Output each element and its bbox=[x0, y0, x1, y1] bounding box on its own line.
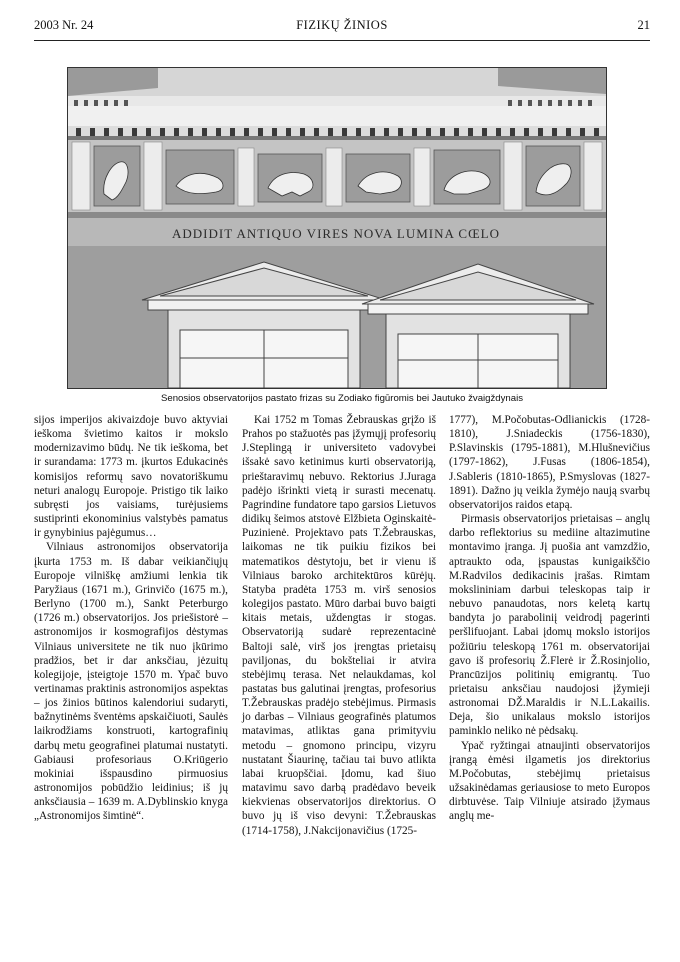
column-2-paragraph-1: Kai 1752 m Tomas Žebrauskas grįžo iš Prahos po stažuotės pas įžymųjį profesorių J.Steplingą ir universiteto vadovybei išsakė savo ketinimus kurti observatoriją, prieštaravimų nebuvo. Rektorius J.Juraga padėjo išrinkti vietą ir surasti mecenatų. Pagrindine fundatore tapo garsios Lietuvos didikų šeimos atstovė Elžbieta Oginskaitė-Puzinienė. Projektavo pats T.Žebrauskas, laikomas ne tik puikiu fizikos bei matematikos dėstytoju, bet ir vienu iš Vilniaus baroko architektūros kūrėjų. Statyba pradėta 1753 m. virš senosios kolegijos pastato. Mūro darbai buvo baigti kitais metais, uždengtas ir stogas. Observatoriją sudarė reprezentacinė Baltoji salė, virš jos įrengtas prietaisų paviljonas, du bokšteliai ir atvira stebėjimų terasa. Net nelaukdamas, kol pastatas bus galutinai įrengtas, profesorius T.Žebrauskas pradėjo stebėjimus. Pirmasis jo darbas – Vilniaus geografinės platumos matavimas, atliktas gana primityviu metodu – gnomono principu, vizyru nustatant Šiaurinę, tačiau tai buvo atlikta labai kruopščiai. Įdomu, kad šiuo matavimu savo darbą pradėdavo beveik kiekvienas observatorijos direktorius. O buvo jų iš viso devyni: T.Žebrauskas (1714-1758), J.Nakcijonavičius (1725- bbox=[242, 414, 436, 837]
journal-title: FIZIKŲ ŽINIOS bbox=[296, 18, 388, 32]
text-column-2 bbox=[242, 413, 436, 838]
column-3-paragraph-1: 1777), M.Počobutas-Odlianickis (1728-1810), J.Sniadeckis (1756-1830), P.Slavinskis (1795-1881), M.Hlušnevičius (1797-1862), J.Fusas (1806-1854), J.Sableris (1810-1865), P.Smyslovas (1827-1891). Dažno jų veikla žymėjo naują svarbų observatorijos raidos etapą. bbox=[449, 414, 650, 511]
column-3-paragraph-3: Ypač ryžtingai atnaujinti observatorijos įrangą ėmėsi ilgametis jos direktorius M.Počobutas, stebėjimų prietaisus užsakinėdamas geriausiose to meto Europos dirbtuvėse. Taip Vilniuje atsirado įžymaus anglų me- bbox=[449, 739, 650, 823]
header-rule bbox=[34, 40, 650, 41]
text-column-1 bbox=[34, 413, 228, 824]
column-3-paragraph-2: Pirmasis observatorijos prietaisas – anglų darbo reflektorius su mediine altazimutine montavimo įranga. Jį puošia ant vamzdžio, aptraukto oda, įspaustas kunigaikščio M.Radvilos dedikacinis įrašas. Rimtam mokslininiam darbui teleskopas taip ir nebuvo panaudotas, nors keletą kartų bandyta jo paraboliniį veidrodį pagerinti peršlifuojant. Labai įdomų mokslo istorijos požiūriu teleskopą 1761 m. observatorijai gavo iš profesorių Ž.Flerė ir Ž.Rosinjolio, Prancūzijos politinių emigrantų. Tuo prietaisu anksčiau naudojosi įžymieji astronomai DŽ.Maraldis ir N.L.Lakailis. Deja, šio unikalaus mokslo istorijos paminklo neliko nė pėdsakų. bbox=[449, 513, 650, 738]
frieze-photo bbox=[67, 67, 607, 389]
text-column-3 bbox=[449, 413, 650, 824]
column-1-paragraph-1: sijos imperijos akivaizdoje buvo aktyviai ieškoma švietimo kaitos ir mokslo modernizavimo būdų. Ne tik ieškoma, bet ir surandama: 1773 m. įkurtos Edukacinės komisijos reformų savo novatoriškumu neturi analogų Europoje. Pristigo tik laiko subręsti jos vaisiams, turėjusiems sustiprinti ekonominius valstybės pamatus ir gynybinius pajėgumus… bbox=[34, 414, 228, 540]
running-header bbox=[34, 18, 650, 36]
figure-caption: Senosios observatorijos pastato frizas su Zodiako figūromis bei Jautuko žvaigždynais bbox=[160, 393, 524, 404]
page-number: 21 bbox=[637, 18, 650, 32]
frieze-illustration bbox=[68, 68, 606, 388]
issue-label: 2003 Nr. 24 bbox=[34, 18, 94, 32]
frieze-inscription: ADDIDIT ANTIQUO VIRES NOVA LUMINA CŒLO bbox=[172, 226, 500, 241]
column-1-paragraph-2: Vilniaus astronomijos observatorija įkurta 1753 m. Iš dabar veikiančiųjų Europoje vilniškę amžiumi lenkia tik Paryžiaus (1671 m.), Grinvičo (1675 m.), Berlyno (1700 m.), Sankt Peterburgo (1726 m.) observatorijos. Jos priešistorė – astronomijos ir kosmografijos dėstymas Vilniaus universitete ne tik nuo įkūrimo pradžios, bet ir dar anksčiau, jėzuitų kolegijoje, įsteigtoje 1570 m. Ypač buvo vertinamas praktinis astronomijos aspektas – jos žinios būtinos kalendoriui sudaryti, bažnytinėms šventėms apskaičiuoti, Saulės laikrodžiams konstruoti, kartografinių darbų metu geografinei platumai nustatyti. Gabiausi profesoriaus O.Kriūgerio mokiniai išspausdino pirmuosius astronomijos pobūdžio leidinius; iš jų anksčiausia – 1639 m. A.Dyblinskio knyga „Astronomijos šimtinė“. bbox=[34, 541, 228, 823]
